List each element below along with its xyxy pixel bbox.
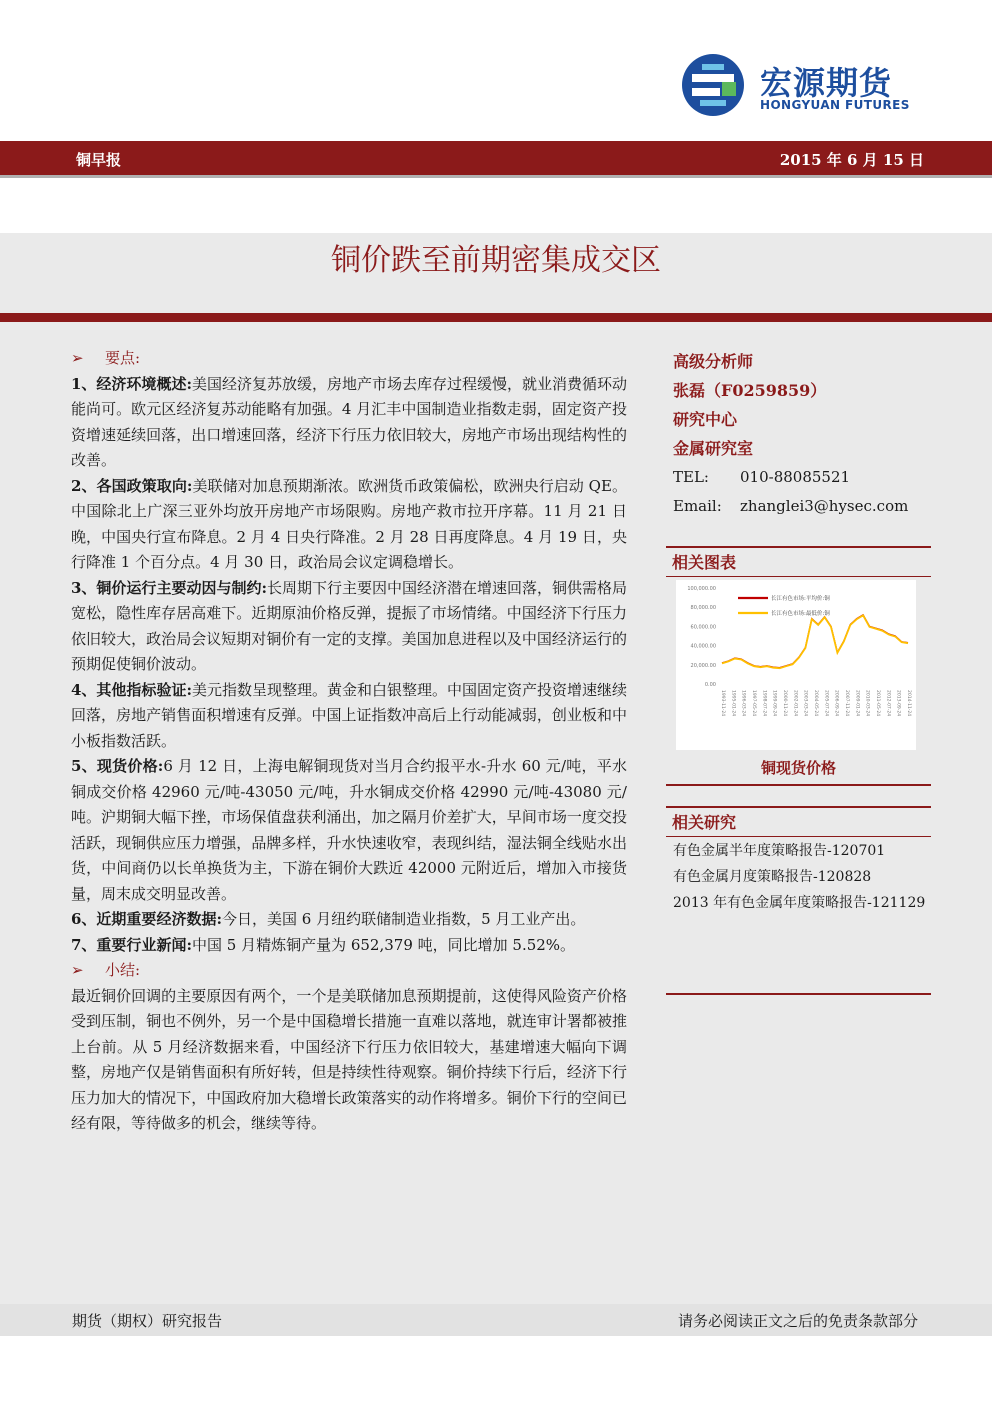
report-date: 2015 年 6 月 15 日	[779, 151, 924, 169]
x-tick-label: 1998-07-24	[761, 690, 767, 717]
y-tick-label: 20,000.00	[690, 662, 716, 669]
x-tick-label: 2007-11-24	[844, 690, 849, 717]
footer-disclaimer: 请务必阅读正文之后的免责条款部分	[677, 1312, 918, 1330]
x-tick-label: 2003-03-24	[802, 690, 808, 717]
title-underline	[0, 313, 992, 322]
header-divider	[0, 175, 992, 178]
research-item[interactable]: 2013 年有色金属年度策略报告-121129	[673, 895, 926, 911]
x-tick-label: 2010-03-24	[864, 690, 870, 717]
footer	[0, 1304, 992, 1336]
x-tick-label: 2002-01-24	[792, 690, 798, 717]
analyst-tel: TEL: 010-88085521	[673, 468, 851, 486]
arrow-bullet-icon: ➢	[71, 961, 84, 979]
x-tick-label: 2014-11-24	[906, 690, 911, 717]
related-research-list	[673, 838, 925, 916]
analyst-name: 张磊（F0259859）	[673, 381, 827, 400]
research-item[interactable]: 有色金属月度策略报告-120828	[673, 869, 872, 885]
y-tick-label: 0.00	[704, 682, 716, 688]
point-2: 2、各国政策取向:美联储对加息预期渐浓。欧洲货币政策偏松，欧洲央行启动 QE。中国除北上广深三亚外均放开房地产市场限购。房地产救市拉开序幕。11 月 21 日晚，中国央行宣布降息。2 月 4 日央行降准。2 月 28 日再度降息。4 月 19 日，央行降准 1 个百分点。4 月 30 日，政治局会议定调稳增长。	[71, 476, 627, 571]
related-charts-heading: 相关图表	[666, 546, 931, 577]
summary-heading: ➢ 小结:	[71, 958, 627, 984]
related-research-heading: 相关研究	[666, 806, 931, 837]
point-7: 7、重要行业新闻:中国 5 月精炼铜产量为 652,379 吨，同比增加 5.52%。	[71, 935, 576, 954]
title-band	[0, 233, 992, 313]
analyst-dept: 研究中心	[673, 410, 738, 429]
x-tick-label: 1999-09-24	[771, 690, 777, 717]
analyst-info	[673, 347, 931, 521]
header-bar	[0, 141, 992, 175]
x-tick-label: 2004-05-24	[813, 690, 818, 717]
logo-chinese-text: 宏源期货	[760, 64, 893, 102]
key-points-heading: ➢ 要点:	[71, 346, 627, 372]
x-tick-label: 2011-05-24	[875, 690, 880, 717]
x-tick-label: 1995-01-24	[730, 690, 736, 717]
footer-left: 期货（期权）研究报告	[72, 1312, 223, 1330]
x-tick-label: 1996-03-24	[740, 690, 746, 717]
chart-svg	[676, 580, 916, 750]
chart-divider	[666, 784, 931, 786]
main-column	[71, 346, 627, 1137]
copper-price-chart	[676, 580, 916, 750]
research-item[interactable]: 有色金属半年度策略报告-120701	[673, 843, 886, 859]
legend-label: 长江有色市场:平均价:铜	[771, 596, 830, 602]
point-6: 6、近期重要经济数据:今日，美国 6 月纽约联储制造业指数，5 月工业产出。	[71, 910, 586, 928]
report-title: 铜价跌至前期密集成交区	[331, 243, 661, 278]
y-tick-label: 100,000.00	[687, 586, 716, 592]
point-5: 5、现货价格:6 月 12 日，上海电解铜现货对当月合约报平水-升水 60 元/吨，平水铜成交价格 42960 元/吨-43050 元/吨，升水铜成交价格 42990 元/吨-43080 元/吨。沪期铜大幅下挫，市场保值盘获利涌出，加之隔月价差扩大，早间市场一度交投活跃，现铜供应压力增强，品牌多样，升水快速收窄，表现纠结，湿法铜全线贴水出货，中间商仍以长单换货为主，下游在铜价大跌近 42000 元附近后，增加入市接货量，周末成交明显改善。	[71, 757, 627, 903]
point-4: 4、其他指标验证:美元指数呈现整理。黄金和白银整理。中国固定资产投资增速继续回落，房地产销售面积增速有反弹。中国上证指数冲高后上行动能减弱，创业板和中小板指数活跃。	[71, 680, 627, 750]
logo-mark-icon	[680, 52, 746, 118]
analyst-office: 金属研究室	[673, 439, 754, 458]
arrow-bullet-icon: ➢	[71, 349, 84, 367]
y-tick-label: 80,000.00	[690, 605, 716, 612]
x-tick-label: 1997-05-24	[751, 690, 756, 717]
y-tick-label: 60,000.00	[690, 624, 716, 631]
legend-label: 长江有色市场:最低价:铜	[771, 611, 830, 617]
company-logo	[680, 50, 930, 122]
analyst-email: Email: zhanglei3@hysec.com	[673, 497, 909, 515]
x-tick-label: 1993-11-24	[720, 690, 725, 717]
x-tick-label: 2009-01-24	[854, 690, 860, 717]
summary-text: 最近铜价回调的主要原因有两个，一个是美联储加息预期提前，这使得风险资产价格受到压制，铜也不例外，另一个是中国稳增长措施一直难以落地，就连审计署都被推上台前。从 5 月经济数据来看，中国经济下行压力依旧较大，基建增速大幅向下调整，房地产仅是销售面积有所好转，但是持续性待观察。铜价持续下行后，经济下行压力加大的情况下，中国政府加大稳增长政策落实的动作将增多。铜价下行的空间已经有限，等待做多的机会，继续等待。	[71, 986, 627, 1132]
x-tick-label: 2006-09-24	[833, 690, 839, 717]
analyst-title: 高级分析师	[673, 352, 754, 371]
point-1: 1、经济环境概述:美国经济复苏放缓，房地产市场去库存过程缓慢，就业消费循环动能尚可。欧元区经济复苏动能略有加强。4 月汇丰中国制造业指数走弱，固定资产投资增速延续回落，出口增速回落，经济下行压力依旧较大，房地产市场出现结构性的改善。	[71, 374, 627, 469]
x-tick-label: 2013-09-24	[895, 690, 901, 717]
x-tick-label: 2000-11-24	[782, 690, 787, 717]
x-tick-label: 2012-07-24	[885, 690, 891, 717]
chart-caption: 铜现货价格	[760, 759, 836, 777]
point-3: 3、铜价运行主要动因与制约:长周期下行主要因中国经济潜在增速回落，铜供需格局宽松，隐性库存居高难下。近期原油价格反弹，提振了市场情绪。中国经济下行压力依旧较大，政治局会议短期对铜价有一定的支撑。美国加息进程以及中国经济运行的预期促使铜价波动。	[71, 578, 627, 673]
research-divider	[666, 993, 931, 995]
email-link[interactable]: zhanglei3@hysec.com	[740, 497, 909, 515]
report-type: 铜早报	[76, 151, 122, 169]
series-line	[722, 615, 908, 668]
y-tick-label: 40,000.00	[690, 643, 716, 650]
logo-english-text: HONGYUAN FUTURES	[760, 98, 910, 112]
x-tick-label: 2005-07-24	[823, 690, 829, 717]
